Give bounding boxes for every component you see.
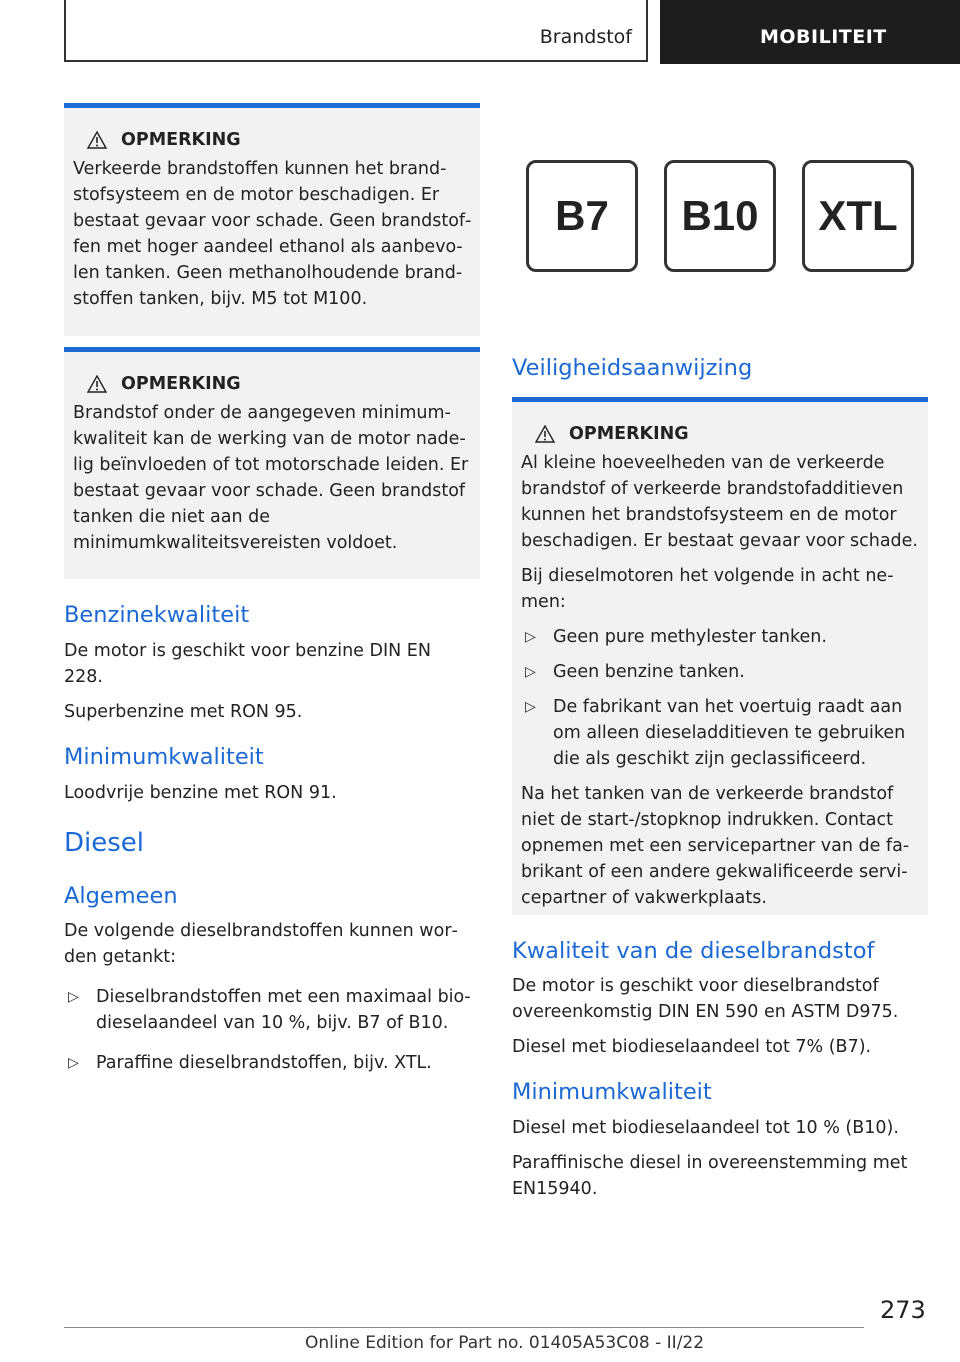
header-section-tab <box>64 0 648 62</box>
notice-title: OPMERKING <box>121 130 241 150</box>
notice-title: OPMERKING <box>121 374 241 394</box>
warning-triangle-icon <box>87 131 107 149</box>
notice-box-safety <box>512 397 928 915</box>
warning-triangle-icon <box>535 425 555 443</box>
heading-benzinekwaliteit: Benzinekwaliteit <box>64 602 250 628</box>
notice-text: Brandstof onder de aangegeven minimumkwaliteit kan de werking van de motor nadelig beïnvloeden of tot motorschade leiden. Er bestaat gevaar voor schade. Geen brandstof tanken die niet aan de minimumkwaliteitsvereisten voldoet. <box>73 403 469 553</box>
list-item: ▷ Geen pure methylester tanken. <box>521 624 920 650</box>
list-item: ▷ De fabrikant van het voertuig raadt aan om alleen dieseladditieven te gebruiken die als geschikt zijn geclassificeerd. <box>521 694 920 772</box>
header-section-title: Brandstof <box>539 26 632 48</box>
safety-text-2: Bij dieselmotoren het volgende in acht nemen: <box>521 566 894 612</box>
notice-title: OPMERKING <box>569 424 689 444</box>
heading-kwaliteit-diesel: Kwaliteit van de dieselbrandstof <box>512 938 875 964</box>
heading-minimumkwaliteit-benzine: Minimumkwaliteit <box>64 744 264 770</box>
notice-box-fuel-damage <box>64 103 480 336</box>
diesel-quality-text: De motor is geschikt voor dieselbrandstof overeenkomstig DIN EN 590 en ASTM D975. Diesel met biodieselaandeel tot 7% (B7). <box>512 976 899 1057</box>
header-chapter-tab <box>660 0 960 64</box>
benzine-text: De motor is geschikt voor benzine DIN EN 228. Superbenzine met RON 95. <box>64 641 431 722</box>
heading-algemeen: Algemeen <box>64 883 178 909</box>
heading-veiligheidsaanwijzing: Veiligheidsaanwijzing <box>512 355 753 381</box>
diesel-general-text: De volgende dieselbrandstoffen kunnen worden getankt: ▷ Dieselbrandstoffen met een maximaal biodieselaandeel van 10 %, bijv. B7 of B10. ▷ Paraffine dieselbrandstoffen, bijv. XTL. <box>64 918 476 1085</box>
min-diesel-text: Diesel met biodieselaandeel tot 10 % (B10). Paraffinische diesel in overeenstemming met EN15940. <box>512 1118 908 1199</box>
warning-triangle-icon <box>87 375 107 393</box>
footer-edition: Online Edition for Part no. 01405A53C08 - II/22 <box>305 1333 705 1353</box>
list-item: ▷ Paraffine dieselbrandstoffen, bijv. XTL. <box>64 1050 476 1076</box>
notice-box-fuel-quality <box>64 347 480 579</box>
header-chapter-title: MOBILITEIT <box>760 26 887 48</box>
heading-minimumkwaliteit-diesel: Minimumkwaliteit <box>512 1079 712 1105</box>
page-number: 273 <box>880 1296 926 1324</box>
safety-text-1: Al kleine hoeveelheden van de verkeerde brandstof of verkeerde brandstofadditieven kunnen het brandstofsysteem en de motor beschadigen. Er bestaat gevaar voor schade. <box>521 453 918 551</box>
notice-text: Verkeerde brandstoffen kunnen het brandstofsysteem en de motor beschadigen. Er bestaat gevaar voor schade. Geen brandstoffen met hoger aandeel ethanol als aanbevolen tanken. Geen methanolhoudende brandstoffen tanken, bijv. M5 tot M100. <box>73 159 472 309</box>
min-benzine-text: Loodvrije benzine met RON 91. <box>64 783 337 803</box>
list-item: ▷ Geen benzine tanken. <box>521 659 920 685</box>
list-item: ▷ Dieselbrandstoffen met een maximaal biodieselaandeel van 10 %, bijv. B7 of B10. <box>64 984 476 1036</box>
footer-divider <box>64 1327 864 1328</box>
fuel-label-b10: B10 <box>664 160 776 272</box>
safety-text-3: Na het tanken van de verkeerde brandstof niet de start-/stopknop indrukken. Contact opnemen met een servicepartner van de fabrikant of een andere gekwalificeerde servicepartner of vakwerkplaats. <box>521 784 910 908</box>
fuel-label-b7: B7 <box>526 160 638 272</box>
fuel-label-xtl: XTL <box>802 160 914 272</box>
heading-diesel: Diesel <box>64 828 145 858</box>
